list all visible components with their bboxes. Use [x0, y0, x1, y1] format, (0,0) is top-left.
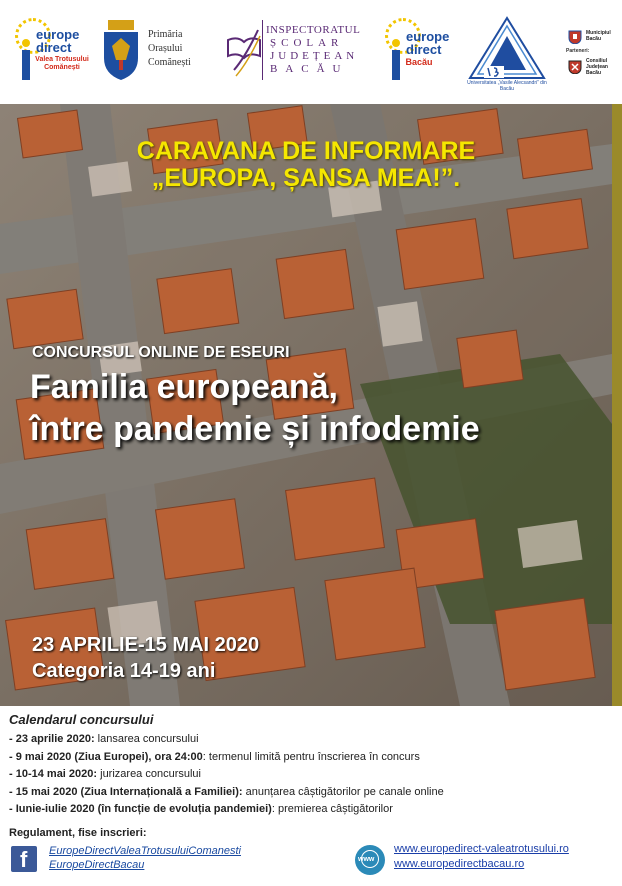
isj-line-4: BACĂU: [270, 63, 349, 75]
consiliu-crest-icon: [568, 60, 582, 74]
calendar-item-date: - 23 aprilie 2020:: [9, 733, 95, 745]
calendar-item-text: lansarea concursului: [94, 733, 199, 745]
contest-title-line-2: între pandemie și infodemie: [30, 410, 480, 448]
logo-bar: [0, 0, 622, 104]
calendar-item: [9, 801, 444, 819]
calendar-section: [0, 706, 622, 886]
partners-title: Parteneri:: [566, 48, 590, 54]
www-globe-icon[interactable]: [355, 845, 385, 875]
open-book-icon: [224, 26, 264, 78]
europe-direct-brand: europe direct: [36, 27, 80, 55]
caravan-title-line-1: CARAVANA DE INFORMARE: [136, 137, 476, 165]
calendar-item-date: - 15 mai 2020 (Ziua Internațională a Familiei):: [9, 785, 243, 798]
www-icon-label: www: [358, 856, 375, 863]
university-logo: [464, 16, 550, 90]
calendar-item-text: : premierea câștigătorilor: [271, 803, 393, 815]
europe-direct-i-icon: [19, 38, 33, 82]
municipiu-label: Municipiul Bacău: [586, 30, 611, 42]
isj-divider: [262, 20, 263, 80]
caravan-title-line-2: „EUROPA, ȘANSA MEA!”.: [151, 164, 461, 192]
web-links: [394, 842, 569, 872]
calendar-item: [9, 766, 444, 784]
calendar-title: Calendarul concursului: [9, 712, 154, 727]
municipiu-crest-icon: [568, 30, 582, 44]
calendar-item: [9, 784, 444, 802]
regulations-title: Regulament, fise inscrieri:: [9, 827, 147, 839]
side-accent-bar: [612, 104, 622, 706]
primaria-line-2: Orașului: [148, 43, 183, 54]
isj-line-1: INSPECTORATUL: [266, 24, 361, 36]
isj-logo: [224, 20, 374, 84]
web-link-bacau[interactable]: www.europedirectbacau.ro: [394, 858, 525, 870]
calendar-item-date: - Iunie-iulie 2020 (în funcție de evoluția pandemiei): [9, 803, 272, 815]
facebook-links: [49, 844, 241, 872]
web-link-valea[interactable]: www.europedirect-valeatrotusului.ro: [394, 843, 569, 855]
primaria-line-1: Primăria: [148, 29, 183, 40]
university-pyramid-icon: [464, 16, 550, 82]
calendar-item-text: jurizarea concursului: [97, 768, 201, 780]
primaria-line-3: Comănești: [148, 57, 191, 68]
university-label: Universitatea „Vasile Alecsandri” din Bacău: [467, 80, 547, 92]
calendar-item: [9, 749, 444, 767]
contest-category: Categoria 14-19 ani: [32, 660, 216, 682]
europe-direct-valea-logo: [14, 16, 92, 86]
europe-direct-valea-sub: Valea Trotusului Comănești: [35, 56, 89, 71]
calendar-item-date: - 9 mai 2020 (Ziua Europei), ora 24:00: [9, 750, 203, 763]
europe-direct-i-icon: [389, 38, 403, 82]
calendar-item: [9, 731, 444, 749]
facebook-link-valea[interactable]: EuropeDirectValeaTrotusuluiComanesti: [49, 845, 241, 857]
europe-direct-brand: europe direct: [406, 29, 450, 57]
facebook-icon-glyph: f: [20, 847, 28, 872]
contest-title-line-1: Familia europeană,: [30, 368, 338, 406]
isj-line-3: JUDEȚEAN: [270, 50, 359, 62]
europe-direct-bacau-logo: [384, 16, 460, 86]
calendar-list: [9, 731, 444, 819]
primaria-logo: [100, 18, 210, 84]
facebook-icon[interactable]: [11, 846, 37, 872]
contest-type: CONCURSUL ONLINE DE ESEURI: [32, 344, 290, 361]
contest-dates: 23 APRILIE-15 MAI 2020: [32, 634, 260, 656]
europe-direct-bacau-sub: Bacău: [405, 57, 433, 67]
calendar-item-text: anunțarea câștigătorilor pe canale online: [242, 785, 444, 798]
calendar-item-date: - 10-14 mai 2020:: [9, 768, 98, 780]
facebook-link-bacau[interactable]: EuropeDirectBacau: [49, 859, 145, 871]
isj-line-2: ȘCOLAR: [270, 37, 344, 49]
coat-of-arms-icon: [100, 20, 142, 80]
calendar-item-text: : termenul limită pentru înscrierea în concurs: [202, 750, 420, 763]
consiliu-label: Consiliul Județean Bacău: [586, 58, 608, 76]
